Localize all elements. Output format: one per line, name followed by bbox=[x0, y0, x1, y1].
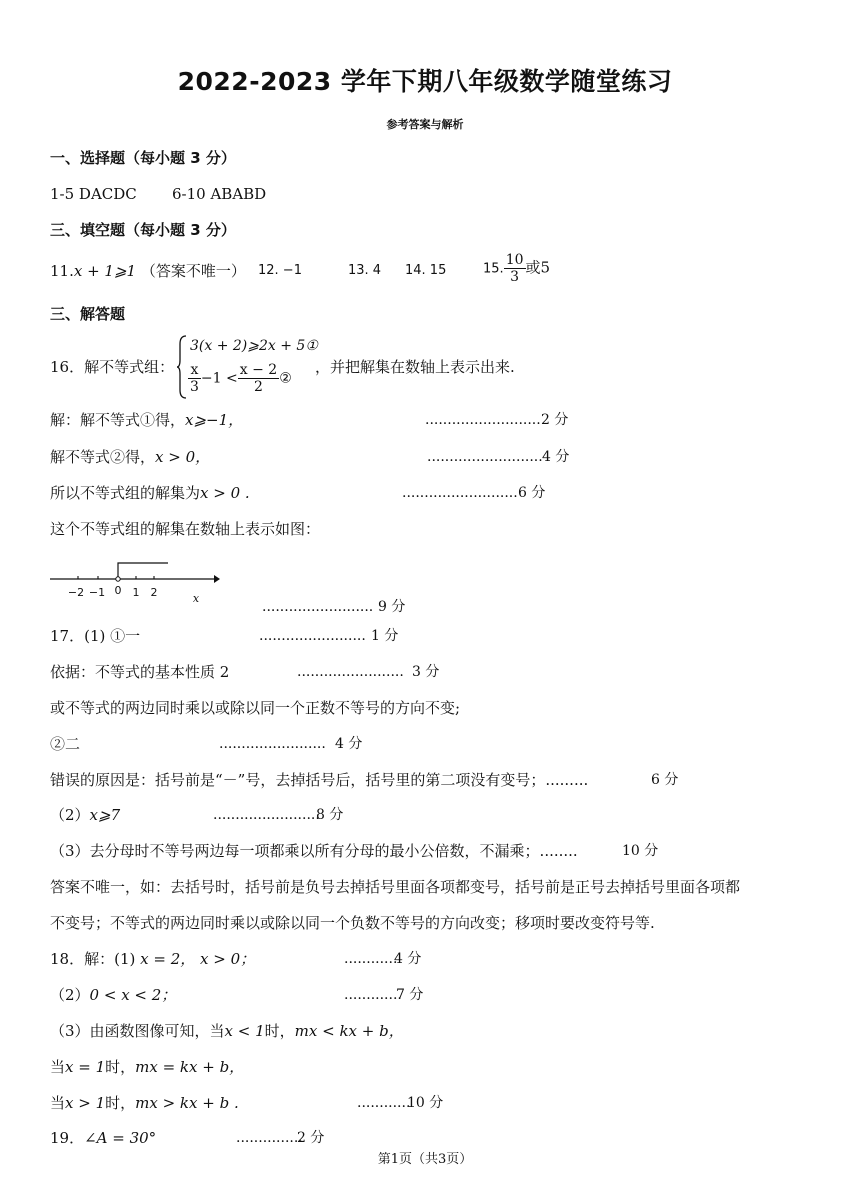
q17-line6-dots: ........................ bbox=[213, 807, 320, 823]
q17-line2-score: 3 分 bbox=[412, 664, 440, 680]
q17-line2-dots: ........................ bbox=[297, 664, 404, 680]
q16-eq1 bbox=[190, 336, 318, 356]
q16-line2-expr: x > 0， bbox=[155, 448, 211, 466]
q16-eq2-mid: −1 < bbox=[200, 370, 238, 387]
q17-line9: 不变号；不等式的两边同时乘以或除以同一个负数不等号的方向改变；移项时要改变符号等. bbox=[50, 914, 655, 932]
q17-line5-score: 6 分 bbox=[651, 772, 679, 788]
q18-line5-score: 10 分 bbox=[407, 1095, 444, 1111]
axis-tick-label: 1 bbox=[132, 586, 140, 599]
q18-line2-dots: ............. bbox=[344, 987, 402, 1003]
q18-line1 bbox=[50, 949, 255, 969]
q18-line5-expr: x > 1 bbox=[65, 1094, 106, 1112]
page-subtitle: 参考答案与解析 bbox=[386, 118, 464, 131]
q18-line1-score: 4 分 bbox=[394, 951, 422, 967]
q18-line5-expr2: mx > kx + b . bbox=[135, 1094, 239, 1112]
fill-q14: 14. 15 bbox=[405, 263, 447, 278]
q18-line1-dots: ............ bbox=[344, 951, 398, 967]
q17-line6-expr: x⩾7 bbox=[89, 806, 121, 824]
q16-eq1-text: 3(x + 2)⩾2x + 5① bbox=[190, 338, 318, 354]
q18-line5 bbox=[50, 1093, 239, 1113]
q16-line3-dots: .......................... bbox=[402, 485, 518, 501]
q15-label: 15. bbox=[483, 261, 504, 277]
page-footer: 第1页（共3页） bbox=[377, 1152, 473, 1167]
q16-prefix: 16．解不等式组： bbox=[50, 358, 175, 376]
q18-line1-expr: x = 2， x > 0； bbox=[140, 950, 256, 968]
q16-eq2-frac-a bbox=[188, 362, 201, 395]
q18-line4-expr2: mx = kx + b， bbox=[135, 1058, 245, 1076]
q15-fraction bbox=[504, 252, 526, 285]
q16-eq2 bbox=[188, 362, 292, 395]
q16-frac-a-den: 3 bbox=[190, 379, 199, 395]
q11-label: 11. bbox=[50, 262, 74, 280]
q18-line3-expr: x < 1 bbox=[224, 1022, 265, 1040]
q18-line3 bbox=[50, 1021, 404, 1041]
q17-line2: 依据：不等式的基本性质 2 bbox=[50, 663, 230, 681]
q16-line3-text: 所以不等式组的解集为 bbox=[50, 484, 201, 502]
q17-line4-score: 4 分 bbox=[335, 736, 363, 752]
q16-suffix: ，并把解集在数轴上表示出来. bbox=[315, 358, 515, 376]
axis-variable-label: x bbox=[192, 592, 200, 605]
q11-note: （答案不唯一） bbox=[140, 262, 246, 280]
q16-line2-text: 解不等式②得， bbox=[50, 448, 156, 466]
q18-line5-text: 当 bbox=[50, 1094, 66, 1112]
q16-line2 bbox=[50, 447, 210, 467]
q17-line8: 答案不唯一，如：去括号时，括号前是负号去掉括号里面各项都变号，括号前是正号去掉括号里面各项都 bbox=[50, 878, 741, 896]
q18-line2-text: （2） bbox=[50, 986, 90, 1004]
q16-line1-score: 2 分 bbox=[541, 412, 569, 428]
axis-tick-label: 0 bbox=[114, 584, 122, 597]
q16-eq2-tag: ② bbox=[279, 370, 292, 387]
page-title: 2022-2023 学年下期八年级数学随堂练习 bbox=[177, 67, 673, 96]
q16-eq2-frac-b bbox=[238, 362, 279, 395]
choice-answers-6-10: 6-10 ABABD bbox=[172, 185, 267, 203]
q18-line1-text: 18．解：(1) bbox=[50, 950, 136, 968]
axis-tick-label: −2 bbox=[67, 586, 85, 599]
q18-line3-mid: 时， bbox=[264, 1022, 295, 1040]
q16-frac-b-num: x − 2 bbox=[239, 362, 278, 378]
q18-line4 bbox=[50, 1057, 244, 1077]
q17-line7-score: 10 分 bbox=[622, 843, 659, 859]
q18-line3-text: （3）由函数图像可知，当 bbox=[50, 1022, 225, 1040]
q17-line1: 17．(1) ①一 bbox=[50, 627, 141, 645]
q17-line6-score: 8 分 bbox=[316, 807, 344, 823]
q16-line1-dots: .......................... bbox=[425, 412, 541, 428]
q16-line2-dots: .......................... bbox=[427, 449, 543, 465]
q18-line5-dots: ............ bbox=[357, 1095, 411, 1111]
q19-line1-score: 2 分 bbox=[297, 1130, 325, 1146]
q15-denominator: 3 bbox=[510, 269, 520, 285]
q18-line4-expr: x = 1 bbox=[65, 1058, 106, 1076]
q16-line5-score: 9 分 bbox=[378, 599, 406, 615]
q11-expr: x + 1⩾1 bbox=[73, 262, 137, 280]
q18-line4-mid: 时， bbox=[105, 1058, 136, 1076]
q16-line2-score: 4 分 bbox=[542, 449, 570, 465]
q16-line5-dots: ......................... bbox=[262, 599, 374, 615]
q16-frac-b-den: 2 bbox=[254, 379, 263, 395]
q18-line2-score: 7 分 bbox=[396, 987, 424, 1003]
fill-q15 bbox=[483, 252, 550, 285]
q18-line5-mid: 时， bbox=[105, 1094, 136, 1112]
q17-line4: ②二 bbox=[50, 735, 81, 753]
number-line-diagram bbox=[48, 557, 228, 605]
q19-line1-text: 19． bbox=[50, 1129, 85, 1147]
q17-line3: 或不等式的两边同时乘以或除以同一个正数不等号的方向不变; bbox=[50, 699, 461, 717]
section-heading-fill: 三、填空题（每小题 3 分） bbox=[50, 221, 236, 239]
q17-line6-text: （2） bbox=[50, 806, 90, 824]
q19-line1 bbox=[50, 1128, 156, 1148]
q18-line4-text: 当 bbox=[50, 1058, 66, 1076]
q16-line4: 这个不等式组的解集在数轴上表示如图： bbox=[50, 520, 321, 538]
q15-suffix: 或5 bbox=[525, 258, 551, 277]
q17-line4-dots: ........................ bbox=[219, 736, 326, 752]
section-heading-solve: 三、解答题 bbox=[50, 305, 126, 323]
axis-tick-label: −1 bbox=[88, 586, 106, 599]
q16-line3 bbox=[50, 483, 250, 503]
q17-line1-dots: ........................ bbox=[259, 628, 366, 644]
q16-line1-expr: x⩾−1， bbox=[185, 411, 244, 429]
axis-tick-label: 2 bbox=[150, 586, 158, 599]
fill-q11 bbox=[50, 261, 246, 281]
q17-line6 bbox=[50, 805, 120, 825]
q18-line2 bbox=[50, 985, 176, 1005]
q15-numerator: 10 bbox=[505, 252, 524, 268]
section-heading-choice: 一、选择题（每小题 3 分） bbox=[50, 149, 236, 167]
q17-line5: 错误的原因是：括号前是“－”号，去掉括号后，括号里的第二项没有变号；......... bbox=[50, 771, 589, 789]
q18-line2-expr: 0 < x < 2； bbox=[89, 986, 177, 1004]
q16-line3-score: 6 分 bbox=[518, 485, 546, 501]
q16-line1-text: 解：解不等式①得， bbox=[50, 411, 186, 429]
q16-frac-a-num: x bbox=[188, 362, 201, 379]
q18-line3-expr2: mx < kx + b， bbox=[294, 1022, 404, 1040]
fill-q13: 13. 4 bbox=[348, 263, 382, 278]
q16-line1 bbox=[50, 410, 243, 430]
choice-answers-1-5: 1-5 DACDC bbox=[50, 185, 137, 203]
q17-line1-score: 1 分 bbox=[371, 628, 399, 644]
q19-line1-expr: ∠A = 30° bbox=[84, 1129, 157, 1147]
q19-line1-dots: ............... bbox=[236, 1130, 303, 1146]
fill-q12: 12. −1 bbox=[258, 263, 302, 278]
q17-line7: （3）去分母时不等号两边每一项都乘以所有分母的最小公倍数，不漏乘；........ bbox=[50, 842, 578, 860]
q16-line3-expr: x > 0 . bbox=[200, 484, 250, 502]
